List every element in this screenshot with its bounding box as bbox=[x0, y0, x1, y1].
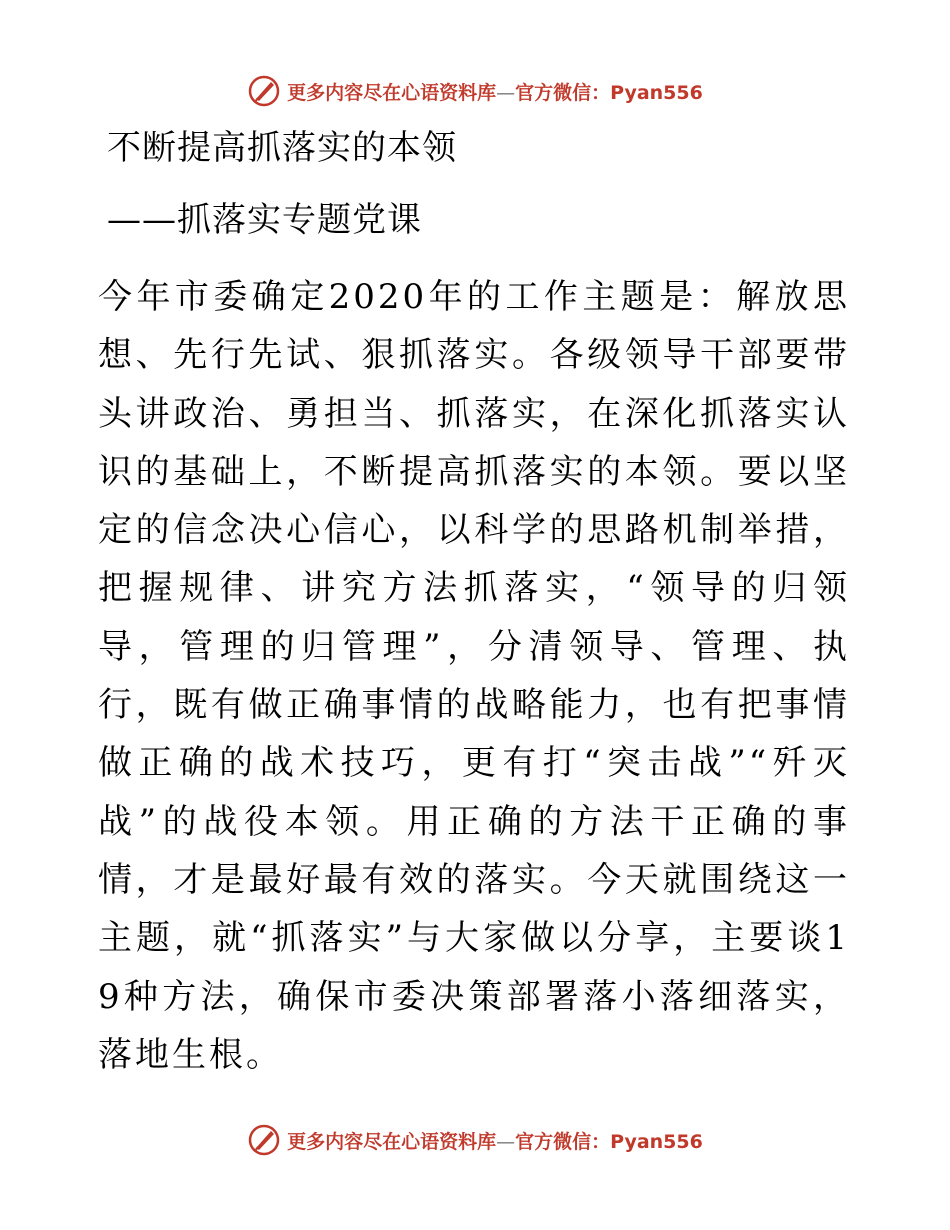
header-watermark-banner bbox=[0, 71, 950, 111]
document-subtitle: ——抓落实专题党课 bbox=[107, 200, 422, 240]
header-dash: — bbox=[496, 81, 516, 104]
quill-logo-icon bbox=[247, 1123, 281, 1157]
header-banner-text bbox=[287, 78, 703, 105]
header-promo-text: 更多内容尽在心语资料库 bbox=[287, 81, 497, 104]
footer-watermark-banner bbox=[0, 1120, 950, 1160]
document-title: 不断提高抓落实的本领 bbox=[107, 128, 457, 168]
header-wechat-id: Pyan556 bbox=[610, 81, 703, 104]
document-body-paragraph: 今年市委确定2020年的工作主题是：解放思想、先行先试、狠抓落实。各级领导干部要带头讲政治、勇担当、抓落实，在深化抓落实认识的基础上，不断提高抓落实的本领。要以坚定的信念决心信心，以科学的思路机制举措，把握规律、讲究方法抓落实，“领导的归领导，管理的归管理”，分清领导、管理、执行，既有做正确事情的战略能力，也有把事情做正确的战术技巧，更有打“突击战”“歼灭战”的战役本领。用正确的方法干正确的事情，才是最好最有效的落实。今天就围绕这一主题，就“抓落实”与大家做以分享，主要谈19种方法，确保市委决策部署落小落细落实，落地生根。 bbox=[98, 277, 850, 1075]
footer-wechat-label: 官方微信： bbox=[515, 1130, 611, 1153]
footer-wechat-id: Pyan556 bbox=[610, 1130, 703, 1153]
footer-dash: — bbox=[496, 1130, 516, 1153]
header-wechat-label: 官方微信： bbox=[515, 81, 611, 104]
quill-logo-icon bbox=[247, 74, 281, 108]
footer-banner-text bbox=[287, 1127, 703, 1154]
footer-promo-text: 更多内容尽在心语资料库 bbox=[287, 1130, 497, 1153]
